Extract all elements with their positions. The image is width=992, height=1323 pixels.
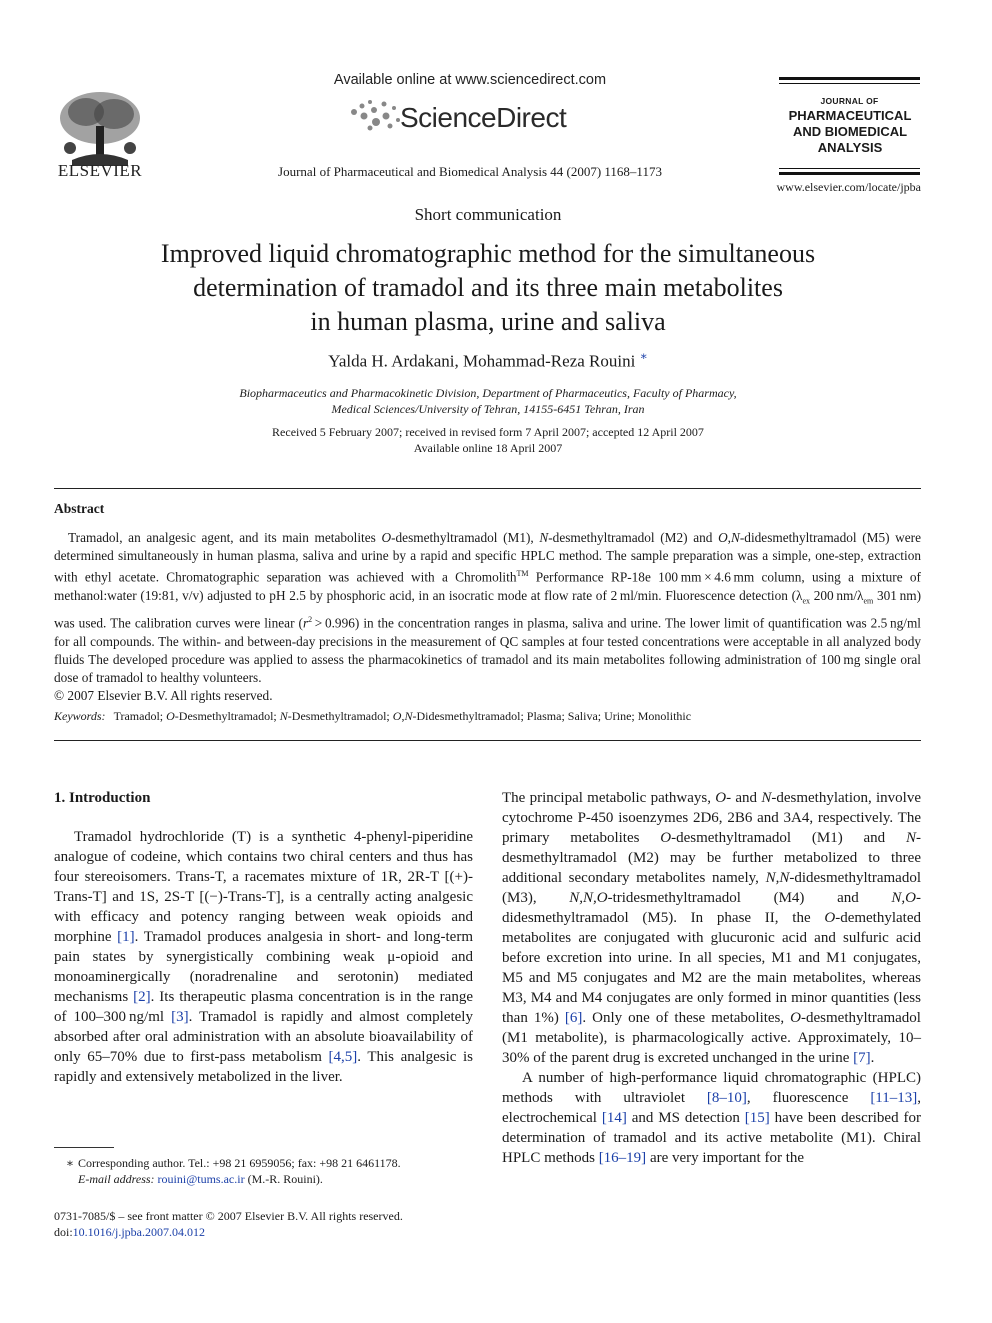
left-column (54, 788, 473, 1087)
journal-logo-line: PHARMACEUTICAL (788, 108, 912, 123)
footnote (54, 1155, 484, 1187)
citation-link[interactable]: [11–13] (870, 1090, 918, 1106)
body-paragraph: A number of high-performance liquid chromatographic (HPLC) methods with ultraviolet [8–10], fluorescence [11–13], electrochemical [14] and MS detection [15] have been described for determination of tramadol and its active metabolite (M1). Chiral HPLC methods [16–19] are very important for the (502, 1070, 921, 1166)
abstract-bottom-rule (54, 740, 921, 741)
section-heading: 1. Introduction (54, 790, 151, 806)
keywords-list: Tramadol; O-Desmethyltramadol; N-Desmethyltramadol; O,N-Didesmethyltramadol; Plasma; Saliva; Urine; Monolithic (113, 709, 692, 723)
footnote-rule (54, 1147, 114, 1148)
publisher-name: ELSEVIER (57, 161, 143, 180)
journal-logo-rule (779, 77, 920, 80)
email-label: E-mail address: (78, 1172, 155, 1186)
article-dates (140, 424, 836, 456)
doi-prefix: doi: (54, 1225, 73, 1239)
keywords-label: Keywords: (54, 709, 106, 723)
article-type: Short communication (414, 205, 562, 224)
article-title (96, 237, 880, 339)
corresponding-author-link[interactable]: ∗ (639, 349, 648, 363)
email-suffix: (M.-R. Rouini). (244, 1172, 323, 1186)
journal-logo-rule (779, 172, 920, 175)
right-column (502, 788, 921, 1168)
citation-link[interactable]: [1] (117, 929, 135, 945)
citation-link[interactable]: [15] (744, 1110, 770, 1126)
sciencedirect-wordmark: ScienceDirect (400, 102, 567, 133)
front-matter-line: 0731-7085/$ – see front matter © 2007 Elsevier B.V. All rights reserved. (54, 1209, 403, 1223)
journal-logo-small: JOURNAL OF (820, 96, 879, 106)
affiliation-line: Biopharmaceutics and Pharmacokinetic Division, Department of Pharmaceutics, Faculty of Pharmacy, (239, 386, 737, 400)
email-link[interactable]: rouini@tums.ac.ir (157, 1172, 245, 1186)
available-date: Available online 18 April 2007 (413, 441, 563, 455)
body-paragraph: The principal metabolic pathways, O- and N-desmethylation, involve cytochrome P-450 isoenzymes 2D6, 2B6 and 3A4, respectively. The primary metabolites O-desmethyltramadol (M1) and N-desmethyltramadol (M2) may be further metabolized to three additional secondary metabolites namely, N,N-didesmethyltramadol (M3), N,N,O-tridesmethyltramadol (M4) and N,O-didesmethyltramadol (M5). In phase II, the O-demethylated metabolites are conjugated with glucuronic acid and sulfuric acid before excretion into urine. In all species, M1 and M1 conjugates, M5 and M5 conjugates and M2 are the main metabolites, whereas M3, M4 and M4 conjugates are only formed in minor quantities (less than 1%) [6]. Only one of these metabolites, O-desmethyltramadol (M1 metabolite), is pharmacologically active. Approximately, 10–30% of the parent drug is excreted unchanged in the urine [7]. (502, 790, 922, 1066)
footnote-mark: ∗ (65, 1156, 74, 1170)
citation-link[interactable]: [8–10] (706, 1090, 747, 1106)
journal-logo-rule (779, 168, 920, 169)
abstract-heading: Abstract (54, 501, 105, 516)
author-list (0, 349, 976, 372)
journal-url: www.elsevier.com/locate/jpba (776, 180, 921, 194)
citation-link[interactable]: [3] (171, 1009, 189, 1025)
issn-block (54, 1208, 484, 1240)
doi-link[interactable]: 10.1016/j.jpba.2007.04.012 (72, 1225, 205, 1239)
abstract-top-rule (54, 488, 921, 489)
citation-link[interactable]: [6] (564, 1010, 583, 1026)
authors-text: Yalda H. Ardakani, Mohammad-Reza Rouini (328, 351, 636, 371)
title-line: determination of tramadol and its three main metabolites (193, 273, 783, 302)
affiliation (140, 385, 836, 417)
keywords (54, 709, 921, 724)
abstract-body (54, 529, 921, 705)
citation-link[interactable]: [7] (853, 1050, 871, 1066)
available-online-text: Available online at www.sciencedirect.com (333, 72, 607, 88)
abstract-copyright: © 2007 Elsevier B.V. All rights reserved. (54, 688, 273, 704)
journal-logo-line: ANALYSIS (817, 140, 883, 155)
citation-link[interactable]: [14] (601, 1110, 627, 1126)
citation-link[interactable]: [2] (133, 989, 151, 1005)
intro-paragraph: Tramadol hydrochloride (T) is a synthetic 4-phenyl-piperidine analogue of codeine, which contains two chiral centers and thus has four stereoisomers. Trans-T, a racemates mixture of 1R, 2R-T [(+)-Trans-T] and 1S, 2S-T [(−)-Trans-T], is a centrally acting analgesic with efficacy and potency ranging between weak opioids and morphine [1]. Tramadol produces analgesia in short- and long-term pain states by synergistically combining weak μ-opioid and monoaminergically (noradrenaline and serotonin) mediated mechanisms [2]. Its therapeutic plasma concentration is in the range of 100–300 ng/ml [3]. Tramadol is rapidly and almost completely absorbed after oral administration with an absolute bioavailability of only 65–70% due to first-pass metabolism [4,5]. This analgesic is rapidly and extensively metabolized in the liver. (54, 829, 473, 1085)
title-line: in human plasma, urine and saliva (310, 307, 666, 336)
corresponding-author-note: Corresponding author. Tel.: +98 21 6959056; fax: +98 21 6461178. (78, 1156, 401, 1170)
journal-logo-rule (779, 83, 920, 84)
journal-logo-title (770, 108, 930, 156)
journal-citation: Journal of Pharmaceutical and Biomedical Analysis 44 (2007) 1168–1173 (278, 164, 662, 179)
received-dates: Received 5 February 2007; received in revised form 7 April 2007; accepted 12 April 2007 (272, 425, 704, 439)
citation-link[interactable]: [4,5] (328, 1049, 358, 1065)
abstract-text: Tramadol, an analgesic agent, and its main metabolites O-desmethyltramadol (M1), N-desmethyltramadol (M2) and O,N-didesmethyltramadol (M5) were determined simultaneously in human plasma, saliva and urine by a rapid and specific HPLC method. The sample preparation was a simple, one-step, extraction with ethyl acetate. Chromatographic separation was achieved with a Chromolith™ Performance RP-18e 100 mm × 4.6 mm column, using a mixture of methanol:water (19:81, v/v) adjusted to pH 2.5 by phosphoric acid, in an isocratic mode at flow rate of 2 ml/min. Fluorescence detection ($\lambda_{ex}$ 200 $nm/\lambda_{em}$ 301 nm) was used. The calibration curves were linear $(r^2 > 0.996)$ in the concentration ranges in plasma, saliva and urine. The lower limit of quantification was 2.5 ng/ml for all compounds. The within- and between-day precisions in the measurement of QC samples at four tested concentrations were acceptable in all analyzed body fluids The developed procedure was applied to assess the pharmacokinetics of tramadol and its main metabolites following administration of 100 mg single oral dose of tramadol to healthy volunteers. (54, 530, 922, 685)
affiliation-line: Medical Sciences/University of Tehran, 14155-6451 Tehran, Iran (331, 402, 645, 416)
citation-link[interactable]: [16–19] (598, 1150, 647, 1166)
title-line: Improved liquid chromatographic method for the simultaneous (160, 239, 816, 268)
journal-logo-line: AND BIOMEDICAL (792, 124, 908, 139)
